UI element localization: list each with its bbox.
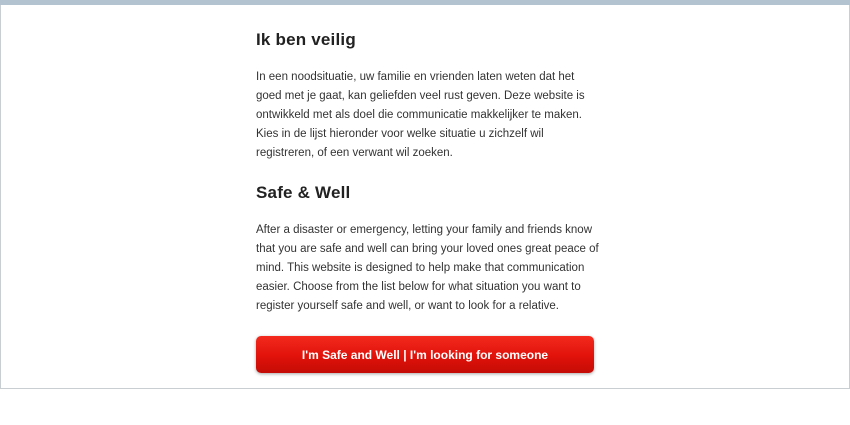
heading-safe-and-well: Safe & Well — [256, 183, 351, 202]
heading-ik-ben-veilig: Ik ben veilig — [256, 30, 356, 49]
intro-text-english: After a disaster or emergency, letting your family and friends know that you are safe and well can bring your loved ones great peace of mind. This website is designed to help make that communication easier. Choose from the list below for what situation you want to register yourself safe and well, or want to look for a relative. — [256, 224, 599, 312]
main-content — [256, 30, 601, 316]
top-bar — [0, 0, 850, 5]
safe-and-well-button[interactable]: I'm Safe and Well | I'm looking for someone — [256, 336, 594, 373]
intro-text-dutch: In een noodsituatie, uw familie en vrienden laten weten dat het goed met je gaat, kan geliefden veel rust geven. Deze website is ontwikkeld met als doel die communicatie makkelijker te maken. Kies in de lijst hieronder voor welke situatie u zichzelf wil registreren, of een verwant wil zoeken. — [256, 71, 585, 159]
